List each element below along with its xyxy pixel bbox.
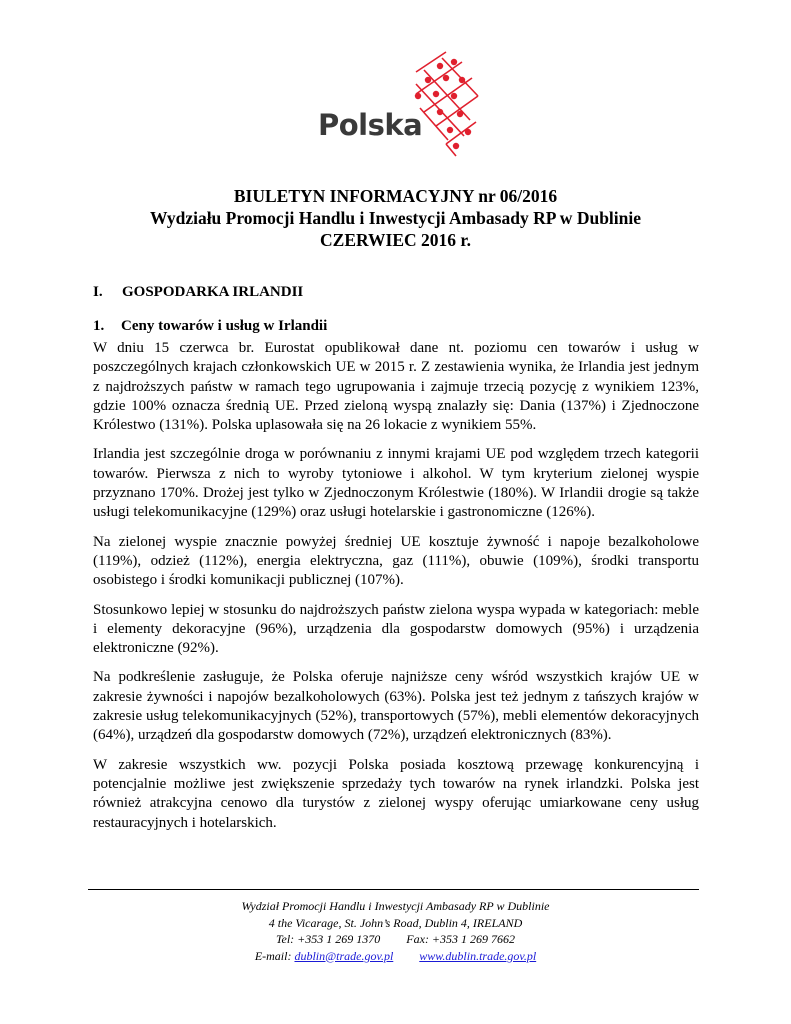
footer-address: 4 the Vicarage, St. John’s Road, Dublin 4, IRELAND	[268, 915, 523, 930]
footer-fax: Fax: +353 1 269 7662	[406, 932, 516, 946]
section-title: GOSPODARKA IRLANDII	[122, 284, 304, 300]
footer-email-label: E-mail:	[254, 948, 292, 963]
footer-phone-fax	[0, 931, 791, 948]
logo-text: Polska	[318, 108, 423, 142]
paragraph: Irlandia jest szczególnie droga w porównaniu z innymi krajami UE pod względem trzech kategorii towarów. Pierwsza z nich to wyroby tytoniowe i alkohol. W tym kryterium zielonej wyspie przyznano 170%. Drożej jest tylko w Zjednoczonym Królestwie (180%). W Irlandii drogie są także usługi telekomunikacyjne (129%) oraz usługi hotelarskie i gastronomiczne (126%).	[93, 446, 699, 521]
paragraph: Na zielonej wyspie znacznie powyżej średniej UE kosztuje żywność i napoje bezalkoholowe (119%), odzież (112%), energia elektryczna, gaz (111%), obuwie (109%), środki transportu osobistego i środki komunikacji publicznej (107%).	[93, 533, 699, 589]
polska-logo	[318, 50, 498, 162]
paragraph: W zakresie wszystkich ww. pozycji Polska posiada kosztową przewagę konkurencyjną i potencjalnie możliwe jest zwiększenie sprzedaży tych towarów na rynek irlandzki. Polska jest również atrakcyjna cenowo dla turystów z zielonej wyspy oferując umiarkowane ceny usług restauracyjnych i hotelarskich.	[93, 756, 699, 831]
title-line-2: Wydziału Promocji Handlu i Inwestycji Ambasady RP w Dublinie	[149, 208, 642, 228]
email-link[interactable]: dublin@trade.gov.pl	[294, 948, 394, 963]
website-link[interactable]: www.dublin.trade.gov.pl	[419, 948, 537, 963]
title-line-3: CZERWIEC 2016 r.	[320, 230, 471, 250]
footer-office: Wydział Promocji Handlu i Inwestycji Ambasady RP w Dublinie	[241, 899, 550, 913]
footer-tel: Tel: +353 1 269 1370	[275, 932, 381, 946]
paragraph: W dniu 15 czerwca br. Eurostat opublikował dane nt. poziomu cen towarów i usług w poszczególnych krajach członkowskich UE w 2015 r. Z zestawienia wynika, że Irlandia jest jednym z najdroższych państw w ramach tego ugrupowania i zajmuje trzecią pozycję z wynikiem 123%, gdzie 100% oznacza średnią UE. Przed zieloną wyspą znalazły się: Dania (137%) i Zjednoczone Królestwo (131%). Polska uplasowała się na 26 lokacie z wynikiem 55%.	[93, 340, 699, 434]
folk-pattern-icon	[406, 50, 496, 162]
subsection-title: Ceny towarów i usług w Irlandii	[121, 318, 328, 334]
subsection-heading	[93, 318, 327, 335]
footer-divider	[88, 889, 699, 890]
title-line-1: BIULETYN INFORMACYJNY nr 06/2016	[233, 186, 558, 206]
footer-contact	[0, 948, 791, 965]
section-number: I.	[93, 284, 103, 300]
subsection-number: 1.	[93, 318, 105, 334]
paragraph: Stosunkowo lepiej w stosunku do najdroższych państw zielona wyspa wypada w kategoriach: meble i elementy dekoracyjne (96%), urządzenia dla gospodarstw domowych (95%) i urządzenia elektroniczne (92%).	[93, 601, 699, 657]
article-body	[93, 339, 699, 843]
footer	[0, 898, 791, 964]
section-heading	[93, 284, 303, 301]
document-title	[0, 185, 791, 251]
paragraph: Na podkreślenie zasługuje, że Polska oferuje najniższe ceny wśród wszystkich krajów UE w zakresie żywności i napojów bezalkoholowych (63%). Polska jest też jednym z tańszych krajów w zakresie usług telekomunikacyjnych (52%), transportowych (57%), mebli elementów dekoracyjnych (64%), urządzeń dla gospodarstw domowych (72%), urządzeń elektronicznych (83%).	[93, 669, 699, 744]
